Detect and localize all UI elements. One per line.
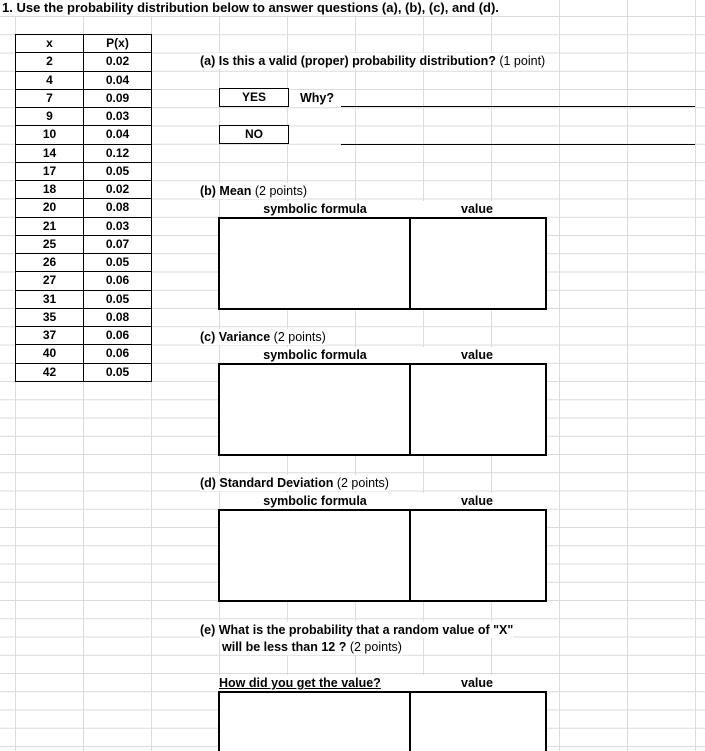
stddev-formula-header: symbolic formula (222, 493, 408, 509)
x-value: 20 (16, 199, 84, 217)
table-row (16, 162, 152, 180)
table-row (16, 235, 152, 253)
header-px: P(x) (84, 35, 152, 53)
question-e-line2-text: will be less than 12 ? (222, 640, 347, 654)
table-row (16, 89, 152, 107)
p-value: 0.05 (84, 290, 152, 308)
page-title: 1. Use the probability distribution below to answer questions (a), (b), (c), and (d). (2, 0, 503, 16)
table-row (16, 290, 152, 308)
x-value: 9 (16, 108, 84, 126)
table-row (16, 363, 152, 381)
table-row (16, 181, 152, 199)
p-value: 0.03 (84, 217, 152, 235)
x-value: 21 (16, 217, 84, 235)
p-value: 0.09 (84, 89, 152, 107)
table-row (16, 53, 152, 71)
header-x: x (16, 35, 84, 53)
x-value: 25 (16, 235, 84, 253)
p-value: 0.02 (84, 53, 152, 71)
question-b-label: (b) Mean (200, 184, 252, 198)
table-row (16, 327, 152, 345)
x-value: 40 (16, 345, 84, 363)
p-value: 0.04 (84, 126, 152, 144)
question-a (200, 53, 545, 69)
question-d-points: (2 points) (336, 476, 389, 490)
question-d-label: (d) Standard Deviation (200, 476, 334, 490)
x-value: 4 (16, 71, 84, 89)
table-row (16, 108, 152, 126)
mean-formula-box[interactable] (218, 217, 411, 310)
table-row (16, 308, 152, 326)
x-value: 35 (16, 308, 84, 326)
variance-formula-header: symbolic formula (222, 347, 408, 363)
how-header: How did you get the value? (219, 676, 381, 690)
p-value: 0.08 (84, 308, 152, 326)
question-e-points: (2 points) (349, 640, 402, 654)
why-answer-line-1[interactable] (341, 106, 695, 107)
no-option[interactable]: NO (219, 125, 289, 144)
table-row (16, 272, 152, 290)
x-value: 26 (16, 254, 84, 272)
p-value: 0.06 (84, 345, 152, 363)
how-box[interactable] (218, 691, 411, 751)
x-value: 27 (16, 272, 84, 290)
p-value: 0.03 (84, 108, 152, 126)
question-c-label: (c) Variance (200, 330, 271, 344)
mean-value-box[interactable] (409, 217, 547, 310)
x-value: 31 (16, 290, 84, 308)
variance-formula-box[interactable] (218, 363, 411, 456)
table-row (16, 71, 152, 89)
x-value: 2 (16, 53, 84, 71)
table-row (16, 217, 152, 235)
stddev-value-header: value (410, 493, 544, 509)
x-value: 18 (16, 181, 84, 199)
variance-value-header: value (410, 347, 544, 363)
mean-formula-header: symbolic formula (222, 201, 408, 217)
question-d (200, 475, 389, 491)
question-c (200, 329, 326, 345)
table-row (16, 126, 152, 144)
question-a-label: (a) Is this a valid (proper) probability distribution? (200, 54, 496, 68)
x-value: 37 (16, 327, 84, 345)
p-value: 0.08 (84, 199, 152, 217)
question-e-line2 (222, 639, 402, 655)
why-label: Why? (300, 91, 335, 105)
p-value: 0.06 (84, 327, 152, 345)
x-value: 42 (16, 363, 84, 381)
x-value: 14 (16, 144, 84, 162)
p-value: 0.04 (84, 71, 152, 89)
table-row (16, 254, 152, 272)
p-value: 0.05 (84, 162, 152, 180)
variance-value-box[interactable] (409, 363, 547, 456)
yes-option[interactable]: YES (219, 88, 289, 107)
question-a-points: (1 point) (499, 54, 546, 68)
p-value: 0.06 (84, 272, 152, 290)
distribution-table (15, 34, 152, 382)
why-answer-line-2[interactable] (341, 144, 695, 145)
stddev-formula-box[interactable] (218, 509, 411, 602)
prob-value-header: value (410, 675, 544, 691)
p-value: 0.12 (84, 144, 152, 162)
p-value: 0.07 (84, 235, 152, 253)
mean-value-header: value (410, 201, 544, 217)
question-c-points: (2 points) (273, 330, 326, 344)
x-value: 10 (16, 126, 84, 144)
table-row (16, 345, 152, 363)
x-value: 17 (16, 162, 84, 180)
p-value: 0.05 (84, 254, 152, 272)
question-e-line1: (e) What is the probability that a random value of "X" (200, 623, 514, 637)
stddev-value-box[interactable] (409, 509, 547, 602)
p-value: 0.05 (84, 363, 152, 381)
p-value: 0.02 (84, 181, 152, 199)
question-b-points: (2 points) (254, 184, 307, 198)
table-row (16, 144, 152, 162)
x-value: 7 (16, 89, 84, 107)
table-row (16, 199, 152, 217)
question-b (200, 183, 307, 199)
prob-value-box[interactable] (409, 691, 547, 751)
